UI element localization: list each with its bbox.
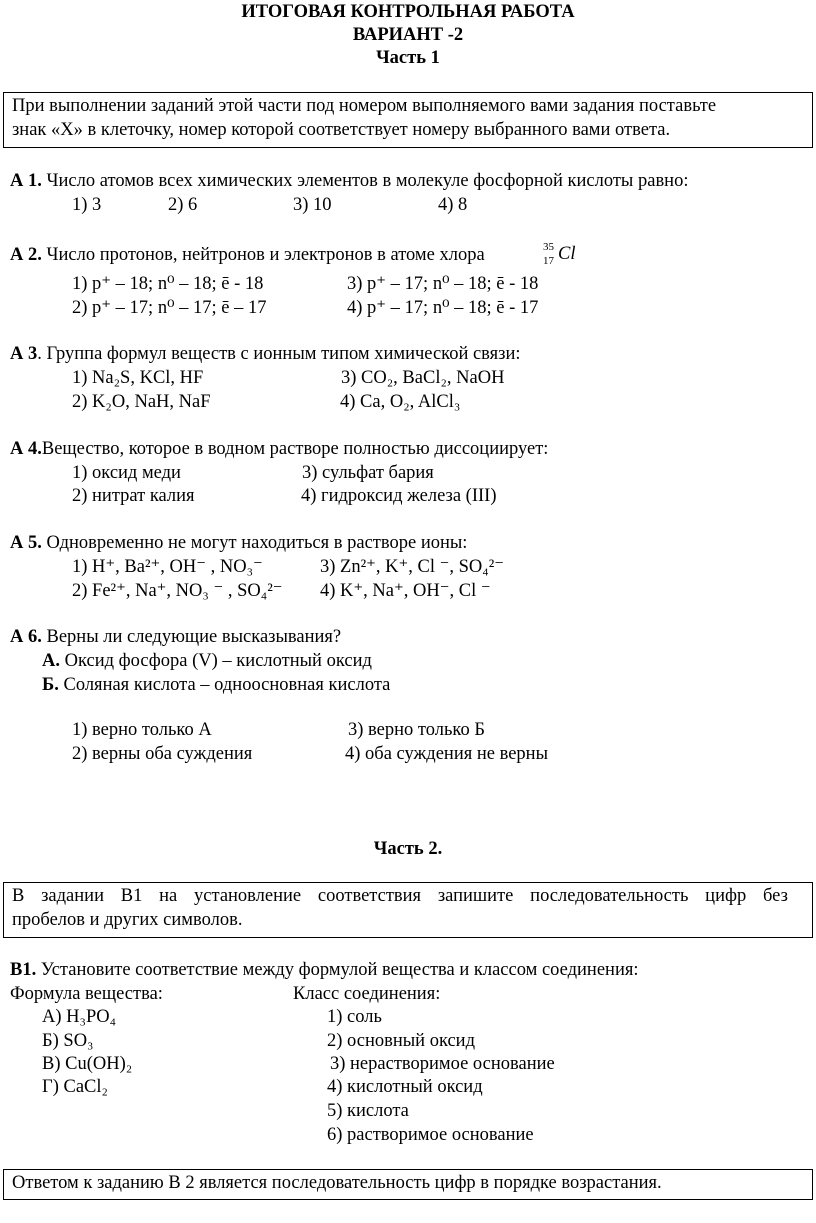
a3-option-3: 3) CO₂, BaCl₂, NaOH — [341, 368, 505, 388]
b1-class-6: 6) растворимое основание — [327, 1125, 534, 1145]
instruction-word: на — [159, 886, 178, 906]
question-a3 — [10, 344, 521, 365]
part1-title: Часть 1 — [376, 48, 440, 68]
statement-text: Соляная кислота – одноосновная кислота — [58, 675, 391, 695]
instruction-box-part2 — [3, 882, 813, 938]
a6-option-4: 4) оба суждения не верны — [345, 744, 549, 764]
instruction-word: В1 — [120, 886, 143, 906]
a5-option-3: 3) Zn²⁺, K⁺, Cl ⁻, SO₄²⁻ — [320, 557, 505, 577]
a5-option-4: 4) K⁺, Na⁺, OH⁻, Cl ⁻ — [320, 581, 491, 601]
a6-option-3: 3) верно только Б — [348, 720, 485, 740]
b1-class-2: 2) основный оксид — [327, 1031, 475, 1051]
isotope-atomic-number: 17 — [543, 255, 554, 267]
instruction-box-part1 — [3, 92, 813, 148]
b1-formula-a: А) H₃PO₄ — [42, 1007, 117, 1027]
isotope-symbol: Cl — [558, 244, 576, 264]
question-text: . Группа формул веществ с ионным типом химической связи: — [37, 344, 521, 364]
a3-option-1: 1) Na₂S, KCl, HF — [72, 368, 204, 388]
question-a5 — [10, 533, 467, 554]
instruction-word: задании — [41, 886, 104, 906]
b1-class-4: 4) кислотный оксид — [327, 1077, 483, 1097]
question-label: А 2. — [10, 245, 42, 265]
a4-option-2: 2) нитрат калия — [72, 486, 195, 506]
question-label: А 5. — [10, 533, 42, 553]
question-label: В1. — [10, 960, 37, 980]
a6-option-1: 1) верно только А — [72, 720, 212, 740]
question-text: Установите соответствие между формулой вещества и классом соединения: — [36, 960, 639, 980]
a2-option-4: 4) p⁺ – 17; n⁰ – 18; ē - 17 — [347, 298, 539, 318]
question-label: А 1. — [10, 171, 42, 191]
a3-option-2: 2) K₂O, NaH, NaF — [72, 392, 211, 412]
b1-class-3: 3) нерастворимое основание — [330, 1054, 555, 1074]
doc-title: ИТОГОВАЯ КОНТРОЛЬНАЯ РАБОТА — [241, 2, 575, 22]
part2-instruction-line-2: пробелов и других символов. — [12, 910, 243, 930]
b1-formula-d: Г) CaCl₂ — [42, 1077, 108, 1097]
instruction-word: В — [12, 886, 25, 906]
b2-answer-note: Ответом к заданию В 2 является последовательность цифр в порядке возрастания. — [12, 1173, 662, 1193]
b1-column-header-class: Класс соединения: — [293, 984, 441, 1004]
b2-answer-note-box — [3, 1169, 813, 1200]
a1-option-1: 1) 3 — [72, 195, 102, 215]
question-label: А 3 — [10, 344, 38, 364]
a5-option-2: 2) Fe²⁺, Na⁺, NO₃ ⁻ , SO₄²⁻ — [72, 581, 283, 601]
a5-option-1: 1) H⁺, Ba²⁺, OH⁻ , NO₃⁻ — [72, 557, 263, 577]
question-text: Верны ли следующие высказывания? — [41, 627, 342, 647]
question-a1 — [10, 171, 688, 192]
isotope-mass-number: 35 — [543, 241, 554, 253]
instruction-line-1: При выполнении заданий этой части под номером выполняемого вами задания поставьте — [12, 96, 717, 116]
part2-title: Часть 2. — [373, 839, 443, 859]
a1-option-4: 4) 8 — [438, 195, 468, 215]
a2-option-3: 3) p⁺ – 17; n⁰ – 18; ē - 18 — [347, 274, 539, 294]
instruction-word: соответствия — [317, 886, 422, 906]
variant-title: ВАРИАНТ -2 — [352, 25, 464, 45]
question-label: А 6. — [10, 627, 42, 647]
b1-formula-b: Б) SO₃ — [42, 1031, 94, 1051]
statement-label: Б. — [42, 675, 59, 695]
a1-option-2: 2) 6 — [168, 195, 198, 215]
b1-column-header-formula: Формула вещества: — [10, 984, 163, 1004]
a4-option-3: 3) сульфат бария — [302, 463, 434, 483]
instruction-word: цифр — [705, 886, 747, 906]
b1-class-5: 5) кислота — [327, 1101, 409, 1121]
instruction-word: без — [763, 886, 788, 906]
a4-option-1: 1) оксид меди — [72, 463, 181, 483]
question-a4 — [10, 439, 548, 460]
question-label: А 4. — [10, 439, 42, 459]
statement-label: А. — [42, 651, 60, 671]
instruction-word: установление — [194, 886, 302, 906]
a6-statement-b — [42, 675, 390, 696]
question-text: Число протонов, нейтронов и электронов в атоме хлора — [41, 245, 485, 265]
b1-formula-c: В) Cu(OH)₂ — [42, 1054, 133, 1074]
statement-text: Оксид фосфора (V) – кислотный оксид — [60, 651, 372, 671]
a6-option-2: 2) верны оба суждения — [72, 744, 253, 764]
a6-statement-a — [42, 651, 372, 672]
question-text: Число атомов всех химических элементов в молекуле фосфорной кислоты равно: — [41, 171, 689, 191]
question-a6 — [10, 627, 341, 648]
b1-class-1: 1) соль — [327, 1007, 382, 1027]
a3-option-4: 4) Ca, O₂, AlCl₃ — [340, 392, 461, 412]
instruction-word: последовательность — [530, 886, 689, 906]
instruction-word: запишите — [437, 886, 514, 906]
question-b1 — [10, 960, 639, 981]
a1-option-3: 3) 10 — [293, 195, 332, 215]
instruction-line-2: знак «Х» в клеточку, номер которой соответствует номеру выбранного вами ответа. — [12, 120, 671, 140]
question-a2 — [10, 245, 485, 266]
question-text: Вещество, которое в водном растворе полностью диссоциирует: — [41, 439, 549, 459]
a2-option-2: 2) p⁺ – 17; n⁰ – 17; ē – 17 — [72, 298, 267, 318]
a2-option-1: 1) p⁺ – 18; n⁰ – 18; ē - 18 — [72, 274, 264, 294]
a4-option-4: 4) гидроксид железа (III) — [301, 486, 497, 506]
part2-instruction-line-1 — [12, 886, 788, 907]
question-text: Одновременно не могут находиться в растворе ионы: — [41, 533, 468, 553]
